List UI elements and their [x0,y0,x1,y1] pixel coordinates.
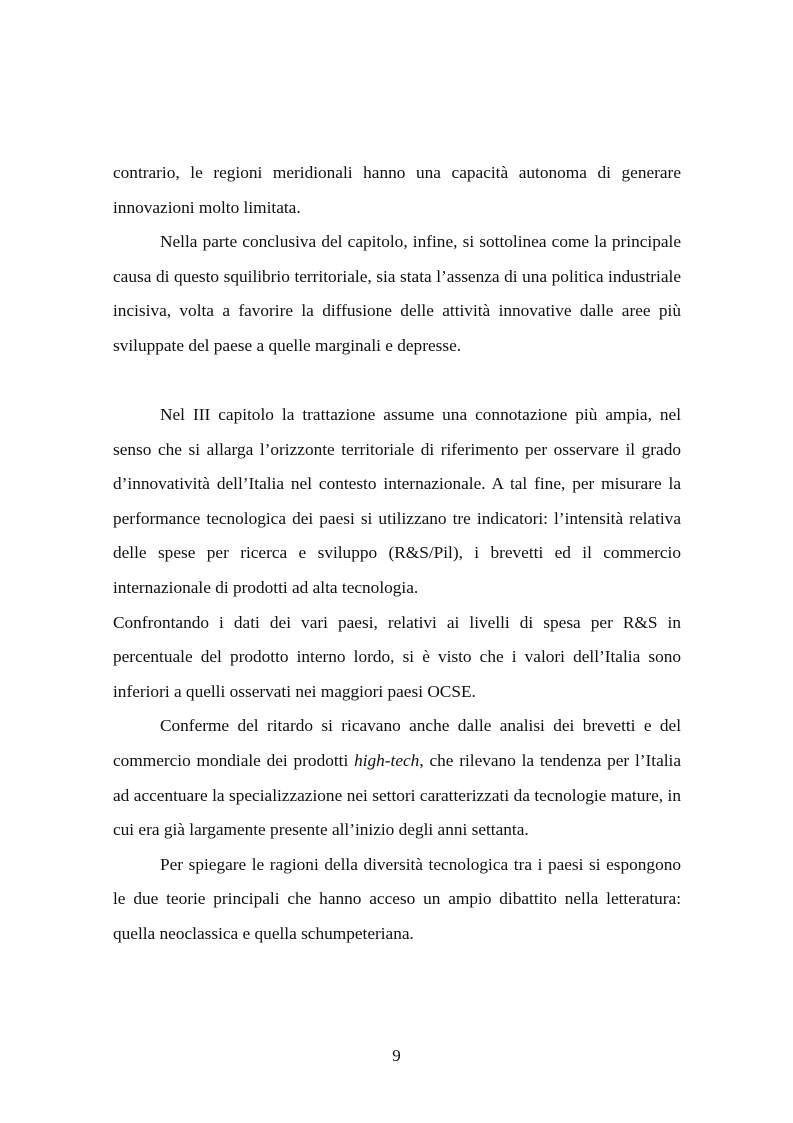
paragraph-continuation: contrario, le regioni meridionali hanno una capacità autonoma di generare innovazioni molto limitata. [113,163,681,217]
paragraph-chapter-three: Nel III capitolo la trattazione assume una connotazione più ampia, nel senso che si allarga l’orizzonte territoriale di riferimento per osservare il grado d’innovatività dell’Italia nel contesto internazionale. A tal fine, per misurare la performance tecnologica dei paesi si utilizzano tre indicatori: l’intensità relativa delle spese per ricerca e sviluppo (R&S/Pil), i brevetti ed il commercio internazionale di prodotti ad alta tecnologia. [113,405,681,597]
paragraph-comparison: Confrontando i dati dei vari paesi, relativi ai livelli di spesa per R&S in percentuale del prodotto interno lordo, si è visto che i valori dell’Italia sono inferiori a quelli osservati nei maggiori paesi OCSE. [113,612,681,701]
paragraph-confirmations [113,709,681,847]
confirmations-text-after: , che rilevano la tendenza per l’Italia ad accentuare la specializzazione nei settori caratterizzati da tecnologie mature, in cui era già largamente presente all’inizio degli anni settanta. [113,750,682,840]
confirmations-text-before: Conferme del ritardo si ricavano anche dalle analisi dei brevetti e del commercio mondiale dei prodotti [113,716,681,770]
paragraph-conclusion: Nella parte conclusiva del capitolo, infine, si sottolinea come la principale causa di questo squilibrio territoriale, sia stata l’assenza di una politica industriale incisiva, volta a favorire la diffusione delle attività innovative dalle aree più sviluppate del paese a quelle marginali e depresse. [113,232,681,355]
page-number: 9 [392,1046,401,1065]
paragraph-theories: Per spiegare le ragioni della diversità tecnologica tra i paesi si espongono le due teorie principali che hanno acceso un ampio dibattito nella letteratura: quella neoclassica e quella schumpeteriana. [113,854,681,943]
body-text-section-three [113,398,681,952]
high-tech-emphasis: high-tech [354,750,420,770]
body-text [113,156,681,364]
